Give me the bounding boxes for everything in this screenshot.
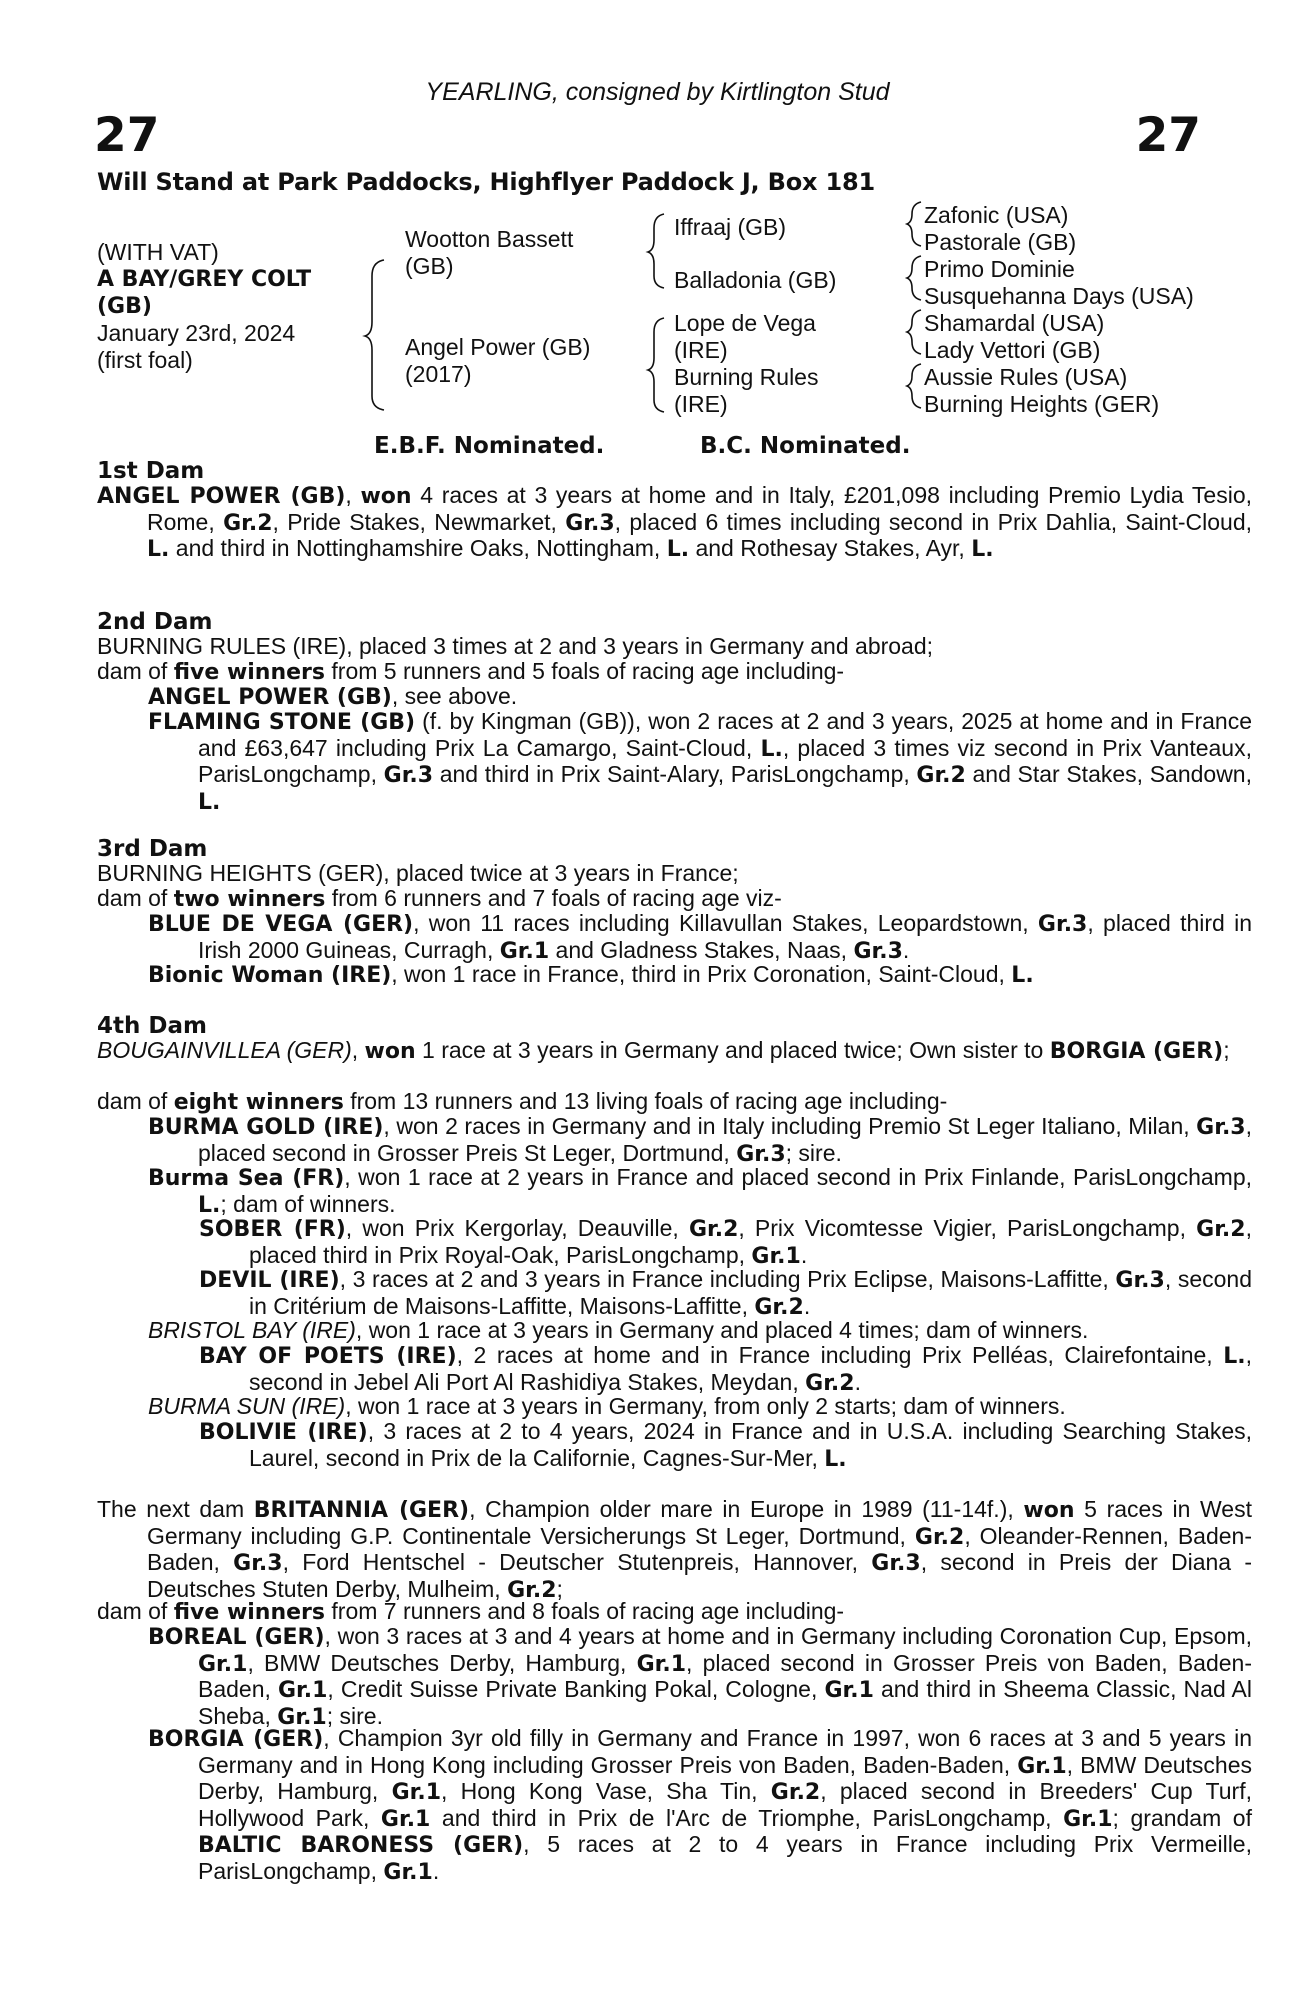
bold-text-run: Gr.3 [1115, 1268, 1165, 1293]
bold-text-run: BURMA GOLD (IRE) [148, 1115, 384, 1140]
bracket-gen2-sire [648, 214, 664, 288]
dam4-produce-2 [148, 1165, 1252, 1218]
text-run: dam of [97, 658, 174, 684]
dam4-grandproduce-4 [199, 1419, 1252, 1472]
text-run: (f. by Kingman (GB)), won 2 races at 2 and 3 years, 2025 at home and in France and £63,647 including Prix La Camargo, Saint-Cloud, [198, 708, 1253, 761]
bold-text-run: BALTIC BARONESS (GER) [198, 1833, 524, 1858]
text-run: and third in Prix de l'Arc de Triomphe, ParisLongchamp, [430, 1804, 1064, 1831]
bold-text-run: BOREAL (GER) [148, 1625, 325, 1650]
dam3-line1 [97, 861, 1202, 887]
text-run: , [345, 482, 361, 508]
text-run: , won 1 race at 2 years in France and placed second in Prix Finlande, ParisLongchamp, [344, 1164, 1252, 1190]
dam1-paragraph [97, 483, 1252, 563]
bold-text-run: won [1023, 1498, 1075, 1523]
text-run: , placed third in Prix Royal-Oak, ParisLongchamp, [249, 1215, 1252, 1268]
text-run: ; grandam of [1112, 1804, 1252, 1831]
foaling-date: January 23rd, 2024 [97, 320, 296, 346]
bold-text-run: BRITANNIA (GER) [253, 1498, 470, 1523]
text-run: BURNING RULES (IRE), placed 3 times at 2 and 3 years in Germany and abroad; [97, 633, 934, 659]
bold-text-run: eight winners [173, 1090, 344, 1115]
text-run: 5 races in West Germany including G.P. Continentale Versicherungs St Leger, Dortmund, [147, 1496, 1252, 1549]
dam4-grandproduce-1 [199, 1216, 1252, 1269]
dam4-grandproduce-3 [199, 1343, 1252, 1396]
bold-text-run: Gr.1 [277, 1678, 328, 1703]
ggdam-6: Lady Vettori (GB) [924, 337, 1101, 363]
ggsire-5: Shamardal (USA) [924, 310, 1105, 336]
text-run: , placed second in Grosser Preis von Baden, Baden-Baden, [198, 1649, 1252, 1702]
bold-text-run: Gr.1 [1017, 1753, 1067, 1779]
bold-text-run: Gr.2 [507, 1577, 557, 1603]
section-title-4th-dam: 4th Dam [97, 1013, 207, 1039]
next-dam-produce-1 [148, 1624, 1252, 1730]
text-run: ; dam of winners. [220, 1190, 396, 1217]
ggdam-8: Burning Heights (GER) [924, 391, 1160, 417]
text-run: , placed second in Breeders' Cup Turf, Hollywood Park, [198, 1778, 1252, 1831]
text-run: , BMW Deutsches Derby, Hamburg, [198, 1751, 1252, 1804]
text-run: . [854, 1368, 861, 1395]
text-run: , won 2 races in Germany and in Italy including Premio St Leger Italiano, Milan, [383, 1113, 1197, 1139]
bold-text-run: BLUE DE VEGA (GER) [148, 912, 414, 937]
text-run: , placed second in Grosser Preis St Leger, Dortmund, [198, 1113, 1252, 1166]
dam4-produce-3 [148, 1318, 1202, 1344]
bold-text-run: FLAMING STONE (GB) [148, 710, 416, 735]
bold-text-run: Gr.2 [770, 1780, 821, 1805]
bold-text-run: Gr.3 [565, 510, 615, 536]
bold-text-run: five winners [173, 660, 326, 685]
colt-title: A BAY/GREY COLT [97, 267, 312, 292]
text-run: , Ford Hentschel - Deutscher Stutenpreis, Hannover, [282, 1549, 872, 1575]
bold-text-run: L. [147, 537, 170, 562]
text-run: , [351, 1037, 365, 1063]
text-run: , won 1 race at 3 years in Germany and placed 4 times; dam of winners. [355, 1317, 1089, 1343]
italic-text-run: BRISTOL BAY (IRE) [148, 1317, 356, 1343]
bold-text-run: L. [760, 736, 783, 762]
text-run: , won 1 race at 3 years in Germany, from only 2 starts; dam of winners. [345, 1393, 1066, 1419]
text-run: BURNING HEIGHTS (GER), placed twice at 3 years in France; [97, 860, 739, 886]
bold-text-run: DEVIL (IRE) [199, 1268, 340, 1293]
bold-text-run: Gr.1 [391, 1780, 441, 1805]
text-run: , won 11 races including Killavullan Stakes, Leopardstown, [413, 910, 1038, 936]
sire-dam: Balladonia (GB) [674, 267, 837, 293]
bold-text-run: Gr.2 [1196, 1217, 1246, 1242]
dam4-grandproduce-2 [199, 1267, 1252, 1320]
bold-text-run: Gr.1 [277, 1704, 327, 1730]
text-run: , Credit Suisse Private Banking Pokal, Cologne, [327, 1676, 825, 1702]
text-run: dam of [97, 1598, 174, 1624]
text-run: , placed third in Irish 2000 Guineas, Curragh, [198, 910, 1252, 963]
text-run: , won 3 races at 3 and 4 years at home and in Germany including Coronation Cup, Epsom, [324, 1623, 1252, 1649]
bold-text-run: SOBER (FR) [199, 1217, 346, 1242]
next-dam-line2 [97, 1599, 1202, 1626]
bold-text-run: Bionic Woman (IRE) [148, 963, 392, 988]
bracket-gen3-b [907, 256, 921, 300]
ebf-nomination: E.B.F. Nominated. [374, 433, 605, 459]
bold-text-run: Gr.3 [233, 1551, 283, 1576]
text-run: 4 races at 3 years at home and in Italy, £201,098 including Premio Lydia Tesio, Rome, [147, 482, 1253, 535]
bold-text-run: L. [971, 537, 994, 562]
italic-text-run: BURMA SUN (IRE) [148, 1393, 346, 1419]
bold-text-run: won [360, 484, 412, 509]
text-run: The next dam [97, 1496, 254, 1522]
section-title-1st-dam: 1st Dam [97, 458, 205, 484]
bracket-gen1 [365, 260, 384, 410]
ggsire-1: Zafonic (USA) [924, 202, 1069, 228]
dam-name: Angel Power (GB) (2017) [405, 334, 591, 387]
text-run: , won Prix Kergorlay, Deauville, [345, 1215, 689, 1241]
dam-dam: Burning Rules (IRE) [674, 364, 819, 417]
stand-location: Will Stand at Park Paddocks, Highflyer Paddock J, Box 181 [97, 168, 875, 196]
bold-text-run: Gr.3 [383, 763, 434, 788]
bold-text-run: Gr.1 [499, 938, 550, 964]
text-run: from 6 runners and 7 foals of racing age viz- [325, 885, 782, 911]
bold-text-run: BORGIA (GER) [148, 1727, 324, 1752]
text-run: , second in Jebel Ali Port Al Rashidiya Stakes, Meydan, [249, 1342, 1252, 1395]
text-run: , second in Critérium de Maisons-Laffitte, Maisons-Laffitte, [249, 1266, 1252, 1319]
bold-text-run: Gr.1 [198, 1651, 248, 1677]
ggsire-3: Primo Dominie [924, 256, 1075, 282]
bold-text-run: Gr.1 [751, 1243, 801, 1269]
bold-text-run: Gr.1 [380, 1806, 431, 1832]
bold-text-run: Gr.2 [914, 1524, 965, 1550]
text-run: ; [1223, 1037, 1230, 1063]
bold-text-run: L. [1011, 963, 1034, 988]
text-run: , 3 races at 2 and 3 years in France including Prix Eclipse, Maisons-Laffitte, [339, 1266, 1116, 1292]
dam3-line2 [97, 886, 1202, 913]
bold-text-run: ANGEL POWER (GB) [97, 484, 346, 509]
text-run: , 2 races at home and in France including Prix Pelléas, Clairefontaine, [456, 1342, 1224, 1368]
text-run: . [902, 936, 910, 963]
dam2-produce-2 [148, 709, 1252, 815]
text-run: , placed 3 times viz second in Prix Vanteaux, ParisLongchamp, [198, 734, 1252, 787]
text-run: . [800, 1241, 808, 1268]
dam2-line2 [97, 659, 1202, 686]
bold-text-run: ANGEL POWER (GB) [148, 685, 392, 710]
bold-text-run: Gr.1 [824, 1678, 874, 1703]
bold-text-run: L. [198, 1192, 221, 1218]
dam-sire: Lope de Vega (IRE) [674, 310, 816, 363]
dam2-line1 [97, 634, 1202, 660]
text-run: , see above. [391, 683, 518, 709]
text-run: , Oleander-Rennen, Baden-Baden, [147, 1522, 1252, 1575]
section-title-3rd-dam: 3rd Dam [97, 836, 208, 862]
text-run: . [803, 1292, 811, 1319]
section-title-2nd-dam: 2nd Dam [97, 609, 213, 635]
bold-text-run: Gr.2 [805, 1370, 855, 1396]
bracket-gen3-c [907, 310, 921, 354]
dam4-produce-4 [148, 1394, 1202, 1420]
text-run: 1 race at 3 years in Germany and placed twice; Own sister to [415, 1037, 1050, 1063]
text-run: and third in Nottinghamshire Oaks, Nottingham, [169, 535, 667, 561]
text-run: , Prix Vicomtesse Vigier, ParisLongchamp, [738, 1215, 1197, 1241]
bold-text-run: Burma Sea (FR) [148, 1166, 345, 1191]
text-run: and third in Prix Saint-Alary, ParisLongchamp, [433, 761, 917, 787]
text-run: from 7 runners and 8 foals of racing age including- [325, 1598, 845, 1624]
ggsire-7: Aussie Rules (USA) [924, 364, 1128, 390]
bold-text-run: L. [1223, 1344, 1246, 1369]
text-run: , Champion 3yr old filly in Germany and France in 1997, won 6 races at 3 and 5 years in Germany and in Hong Kong including Grosser Preis von Baden, Baden-Baden, [198, 1725, 1252, 1778]
catalogue-header: YEARLING, consigned by Kirtlington Stud [425, 78, 890, 106]
bracket-gen2-dam [648, 318, 664, 412]
sire-sire: Iffraaj (GB) [674, 214, 787, 240]
lot-number-left: 27 [94, 108, 160, 163]
bold-text-run: Gr.1 [383, 1859, 433, 1885]
text-run: and Gladness Stakes, Naas, [549, 936, 854, 963]
text-run: ; sire. [326, 1702, 383, 1729]
bold-text-run: won [364, 1039, 416, 1064]
text-run: dam of [97, 1088, 174, 1114]
next-dam-paragraph [97, 1497, 1252, 1603]
vat-note: (WITH VAT) [97, 239, 219, 265]
bold-text-run: Gr.3 [853, 938, 903, 964]
bold-text-run: Gr.3 [1196, 1115, 1246, 1140]
bold-text-run: Gr.3 [1037, 912, 1088, 937]
text-run: . [432, 1857, 440, 1884]
dam3-produce-2 [148, 962, 1202, 989]
dam4-produce-1 [148, 1114, 1252, 1167]
text-run: , placed 6 times including second in Prix Dahlia, Saint-Cloud, [614, 508, 1253, 535]
text-run: from 5 runners and 5 foals of racing age including- [325, 658, 845, 684]
text-run: , Pride Stakes, Newmarket, [272, 508, 566, 535]
text-run: and Star Stakes, Sandown, [965, 761, 1252, 787]
bold-text-run: BOLIVIE (IRE) [199, 1420, 368, 1445]
bold-text-run: BORGIA (GER) [1049, 1039, 1224, 1064]
text-run: , 3 races at 2 to 4 years, 2024 in France and in U.S.A. including Searching Stakes, Laurel, second in Prix de la Californie, Cagnes-Sur-Mer, [249, 1418, 1252, 1471]
next-dam-produce-2 [148, 1726, 1252, 1885]
text-run: , Champion older mare in Europe in 1989 (11-14f.), [469, 1496, 1024, 1522]
text-run: and third in Sheema Classic, Nad Al Sheba, [198, 1676, 1252, 1729]
bold-text-run: Gr.2 [916, 763, 966, 788]
lot-number-right: 27 [1135, 108, 1201, 163]
bold-text-run: Gr.1 [636, 1651, 687, 1677]
text-run: , BMW Deutsches Derby, Hamburg, [247, 1649, 637, 1676]
dam4-line2 [97, 1089, 1202, 1116]
bold-text-run: Gr.2 [223, 510, 273, 536]
bold-text-run: Gr.1 [1063, 1806, 1113, 1832]
bold-text-run: five winners [173, 1600, 326, 1625]
bold-text-run: Gr.3 [871, 1551, 921, 1576]
bold-text-run: L. [198, 789, 221, 815]
bold-text-run: Gr.3 [736, 1141, 786, 1167]
bold-text-run: L. [666, 537, 690, 562]
dam4-line1 [97, 1038, 1252, 1065]
bold-text-run: BAY OF POETS (IRE) [199, 1344, 457, 1369]
italic-text-run: BOUGAINVILLEA (GER) [97, 1037, 352, 1063]
sire-name: Wootton Bassett (GB) [405, 226, 574, 279]
bold-text-run: two winners [173, 887, 326, 912]
dam2-produce-1 [148, 684, 1202, 711]
text-run: dam of [97, 885, 174, 911]
bracket-gen3-d [907, 364, 921, 408]
text-run: ; [556, 1575, 563, 1602]
ggdam-4: Susquehanna Days (USA) [924, 283, 1194, 309]
dam3-produce-1 [148, 911, 1252, 964]
text-run: , Hong Kong Vase, Sha Tin, [441, 1778, 771, 1804]
text-run: , won 1 race in France, third in Prix Coronation, Saint-Cloud, [391, 961, 1012, 987]
ggdam-2: Pastorale (GB) [924, 229, 1077, 255]
bold-text-run: L. [824, 1446, 847, 1472]
text-run: and Rothesay Stakes, Ayr, [689, 535, 972, 561]
text-run: from 13 runners and 13 living foals of racing age including- [343, 1088, 948, 1114]
colt-origin: (GB) [97, 294, 152, 319]
foal-note: (first foal) [97, 347, 193, 373]
text-run: , 5 races at 2 to 4 years in France including Prix Vermeille, ParisLongchamp, [198, 1831, 1252, 1884]
text-run: , second in Preis der Diana - Deutsches Stuten Derby, Mulheim, [147, 1549, 1252, 1602]
text-run: ; sire. [785, 1139, 842, 1166]
bold-text-run: Gr.2 [688, 1217, 739, 1242]
bc-nomination: B.C. Nominated. [700, 433, 911, 459]
bold-text-run: Gr.2 [754, 1294, 804, 1320]
bracket-gen3-a [907, 202, 921, 246]
